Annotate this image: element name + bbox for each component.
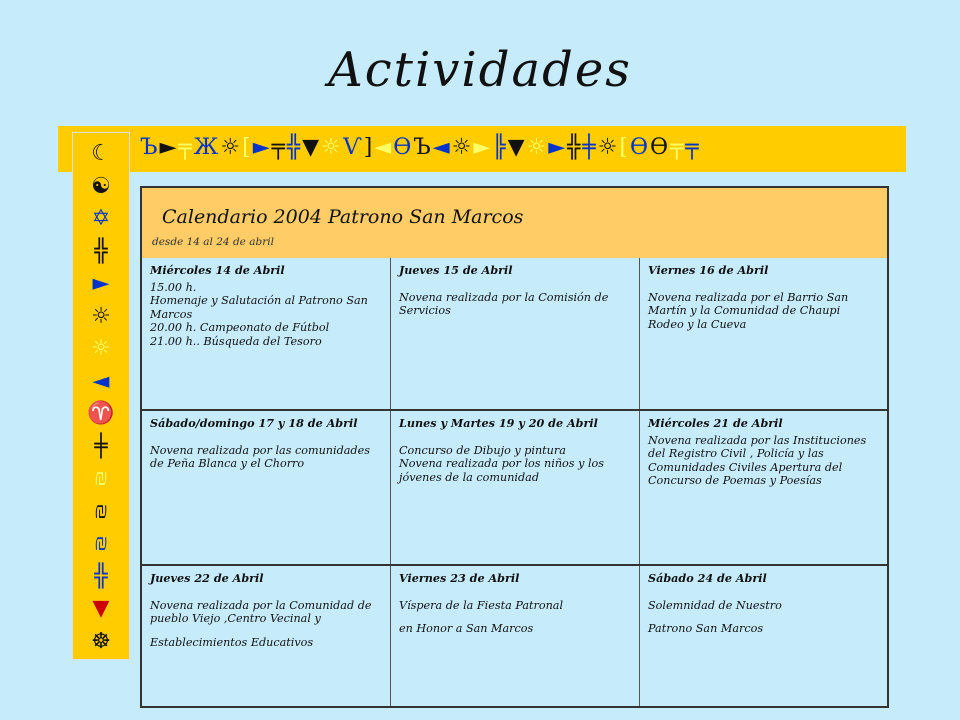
activity-text: Establecimientos Educativos — [150, 635, 314, 649]
decorative-glyph-icon: Ѳ — [629, 135, 649, 160]
decorative-glyph-icon: ☼ — [321, 135, 341, 160]
calendar-day-cell — [391, 411, 639, 564]
slide-title: Actividades — [328, 42, 632, 98]
calendar-title: Calendario 2004 Patrono San Marcos — [162, 206, 524, 228]
decorative-glyph-icon: ▼ — [507, 135, 525, 160]
decorative-glyph-icon: ☸ — [91, 628, 111, 654]
spacer — [648, 281, 879, 291]
decorative-glyph-icon: ₪ — [94, 531, 108, 556]
decorative-glyph-icon: ☼ — [91, 336, 111, 361]
decorative-glyph-icon: ☼ — [451, 135, 472, 160]
decorative-glyph-icon: Ѳ — [393, 135, 412, 160]
spacer — [150, 589, 382, 599]
day-heading: Sábado/domingo 17 y 18 de Abril — [150, 416, 358, 430]
decorative-glyph-icon: ╤ — [685, 135, 699, 160]
spacer — [150, 626, 382, 636]
decorative-glyph-icon: Ъ — [413, 135, 431, 160]
decorative-glyph-icon: ╠ — [492, 135, 506, 160]
calendar-day-cell — [640, 258, 887, 409]
decorative-glyph-icon: ✡ — [91, 206, 111, 231]
decorative-glyph-icon: ☼ — [91, 303, 111, 329]
day-heading: Jueves 15 de Abril — [399, 263, 513, 277]
decorative-glyph-icon: ♈ — [87, 401, 115, 426]
decorative-glyph-icon: ☯ — [91, 173, 111, 199]
calendar-header — [142, 188, 887, 258]
activity-text: Novena realizada por la Comunidad de pueblo Viejo ,Centro Vecinal y — [150, 598, 372, 626]
decorative-glyph-icon: ╪ — [94, 433, 108, 459]
activity-text: Solemnidad de Nuestro — [648, 598, 782, 612]
spacer — [399, 612, 631, 622]
decorative-glyph-icon: ╪ — [582, 135, 596, 160]
calendar-day-cell — [640, 411, 887, 564]
activity-text: Novena realizada por el Barrio San Martín y la Comunidad de Chaupi Rodeo y la Cueva — [648, 290, 849, 331]
decorative-glyph-icon: ☾ — [91, 141, 111, 166]
decorative-glyph-icon: ╤ — [178, 135, 192, 160]
activity-text: 15.00 h. — [150, 280, 197, 294]
spacer — [399, 434, 631, 444]
decorative-glyph-icon: ► — [473, 135, 491, 160]
decorative-glyph-icon: ▼ — [92, 596, 110, 621]
decorative-glyph-icon: ╤ — [271, 135, 285, 160]
decorative-glyph-icon: ☼ — [526, 135, 547, 160]
spacer — [399, 589, 631, 599]
activity-text: Novena realizada por las Instituciones del Registro Civil , Policía y las Comunidades Civiles Apertura del Concurso de Poemas y Poesías — [648, 433, 867, 488]
spacer — [648, 589, 879, 599]
decorative-glyph-icon: ☼ — [220, 135, 241, 160]
decorative-glyph-icon: ◄ — [374, 135, 392, 160]
activity-text: Homenaje y Salutación al Patrono San Marcos — [150, 294, 368, 321]
calendar-day-cell — [142, 566, 390, 706]
decorative-glyph-icon: ╬ — [94, 563, 108, 589]
activity-text: 20.00 h. Campeonato de Fútbol — [150, 321, 330, 335]
decorative-glyph-icon: Ж — [193, 135, 219, 160]
decorative-glyph-icon: ► — [159, 135, 177, 160]
calendar-day-cell — [142, 258, 390, 409]
day-heading: Viernes 23 de Abril — [399, 571, 520, 585]
calendar-day-cell — [391, 566, 639, 706]
day-heading: Jueves 22 de Abril — [150, 571, 264, 585]
activity-text: Novena realizada por la Comisión de Servicios — [399, 290, 609, 318]
decorative-glyph-icon: ╬ — [94, 238, 108, 264]
decorative-glyph-icon: ] — [363, 135, 373, 160]
decorative-glyph-icon: ► — [252, 135, 270, 160]
spacer — [399, 281, 631, 291]
decorative-glyph-icon: Ѳ — [650, 135, 669, 160]
activity-text: Patrono San Marcos — [648, 622, 764, 636]
day-heading: Viernes 16 de Abril — [648, 263, 769, 277]
decorative-glyph-icon: Ѵ — [342, 135, 362, 160]
spacer — [648, 612, 879, 622]
activity-text: Novena realizada por las comunidades de Peña Blanca y el Chorro — [150, 443, 370, 471]
calendar-day-cell — [142, 411, 390, 564]
calendar-table — [140, 186, 889, 708]
decorative-glyph-icon: ╬ — [567, 135, 581, 160]
decorative-glyph-icon: Ъ — [140, 135, 158, 160]
decorative-glyph-icon: [ — [619, 135, 628, 160]
decorative-glyph-icon: ₪ — [94, 466, 108, 491]
calendar-day-cell — [391, 258, 639, 409]
day-heading: Miércoles 14 de Abril — [150, 263, 285, 277]
decorative-glyph-icon: ▼ — [302, 135, 320, 160]
decorative-glyph-icon: ₪ — [94, 498, 108, 524]
decorative-glyph-icon: [ — [242, 135, 251, 160]
activity-text: Novena realizada por los niños y los jóvenes de la comunidad — [399, 457, 605, 484]
calendar-grid — [142, 258, 887, 706]
decorative-glyph-icon: ► — [92, 271, 110, 296]
calendar-subtitle: desde 14 al 24 de abril — [152, 236, 274, 248]
decorative-glyph-icon: ╤ — [670, 135, 684, 160]
decorative-symbol-row — [140, 130, 790, 166]
activity-text: en Honor a San Marcos — [399, 622, 534, 636]
decorative-glyph-icon: ► — [548, 135, 566, 160]
day-heading: Sábado 24 de Abril — [648, 571, 767, 585]
decorative-glyph-icon: ◄ — [432, 135, 450, 160]
activity-text: Concurso de Dibujo y pintura — [399, 443, 566, 457]
decorative-glyph-icon: ☼ — [597, 135, 618, 160]
day-heading: Miércoles 21 de Abril — [648, 416, 783, 430]
spacer — [150, 434, 382, 444]
calendar-day-cell — [640, 566, 887, 706]
activity-text: 21.00 h.. Búsqueda del Tesoro — [150, 334, 322, 348]
activity-text: Víspera de la Fiesta Patronal — [399, 598, 564, 612]
decorative-symbol-column — [72, 138, 130, 658]
decorative-glyph-icon: ╬ — [286, 135, 301, 160]
day-heading: Lunes y Martes 19 y 20 de Abril — [399, 416, 598, 430]
decorative-glyph-icon: ◄ — [92, 368, 110, 394]
